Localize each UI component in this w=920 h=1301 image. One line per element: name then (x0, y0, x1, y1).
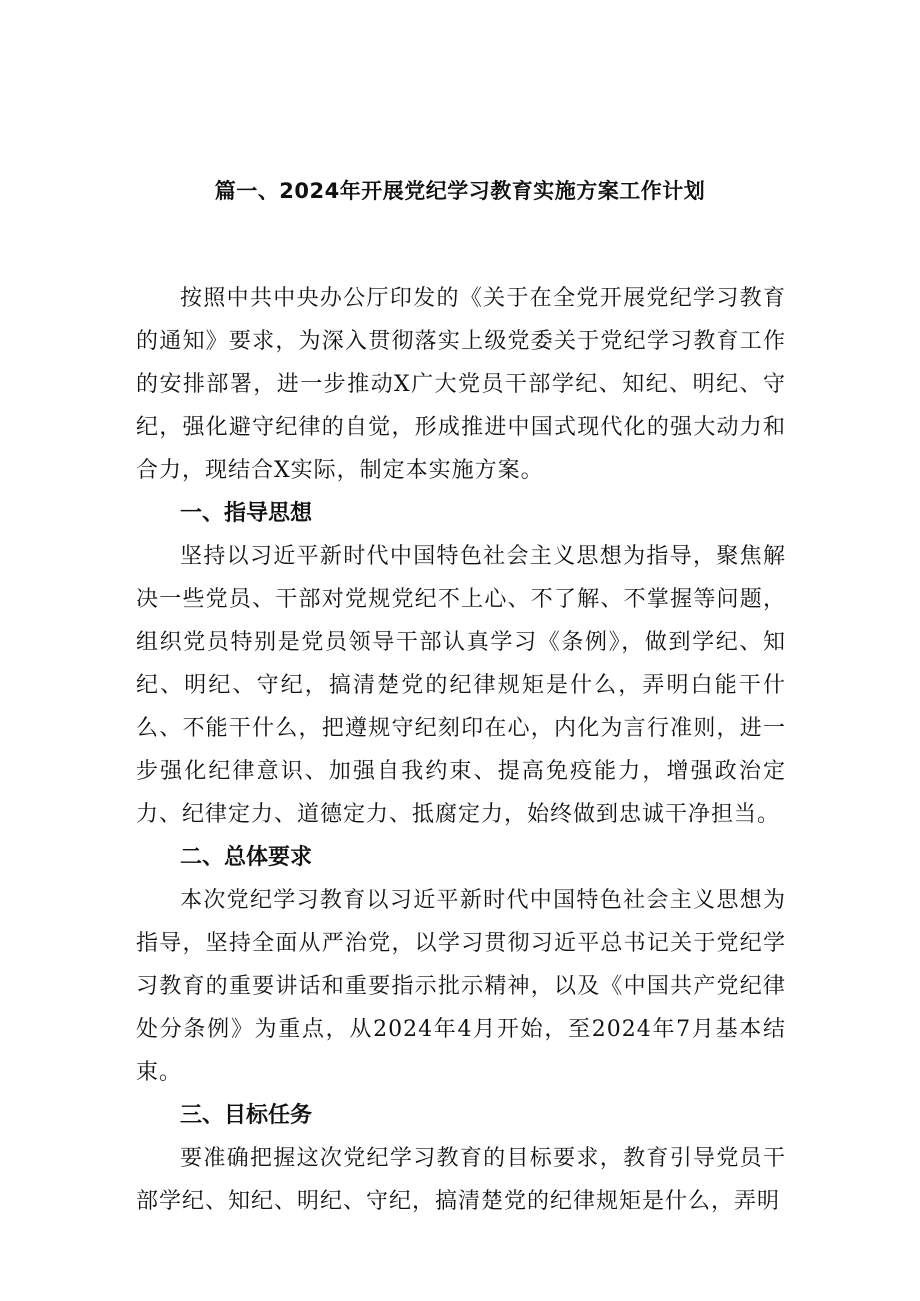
guiding-ideology-paragraph: 坚持以习近平新时代中国特色社会主义思想为指导，聚焦解决一些党员、干部对党规党纪不上心、不了解、不掌握等问题，组织党员特别是党员领导干部认真学习《条例》，做到学纪、知纪、明纪、守纪，搞清楚党的纪律规矩是什么，弄明白能干什么、不能干什么，把遵规守纪刻印在心，内化为言行准则，进一步强化纪律意识、加强自我约束、提高免疫能力，增强政治定力、纪律定力、道德定力、抵腐定力，始终做到忠诚干净担当。 (136, 544, 786, 827)
section-heading-guiding-ideology: 一、指导思想 (180, 501, 313, 526)
intro-paragraph: 按照中共中央办公厅印发的《关于在全党开展党纪学习教育的通知》要求，为深入贯彻落实上级党委关于党纪学习教育工作的安排部署，进一步推动X广大党员干部学纪、知纪、明纪、守纪，强化避守纪律的自觉，形成推进中国式现代化的强大动力和合力，现结合X实际，制定本实施方案。 (136, 286, 786, 483)
section-heading-overall-requirements: 二、总体要求 (180, 845, 313, 870)
goals-tasks-paragraph: 要准确把握这次党纪学习教育的目标要求，教育引导党员干部学纪、知纪、明纪、守纪，搞清楚党的纪律规矩是什么，弄明 (136, 1146, 786, 1214)
document-title: 篇一、2024年开展党纪学习教育实施方案工作计划 (214, 179, 706, 203)
document-body (136, 277, 786, 1223)
overall-requirements-paragraph: 本次党纪学习教育以习近平新时代中国特色社会主义思想为指导，坚持全面从严治党，以学习贯彻习近平总书记关于党纪学习教育的重要讲话和重要指示批示精神，以及《中国共产党纪律处分条例》为重点，从2024年4月开始，至2024年7月基本结束。 (136, 888, 786, 1085)
section-heading-goals-tasks: 三、目标任务 (180, 1103, 313, 1128)
